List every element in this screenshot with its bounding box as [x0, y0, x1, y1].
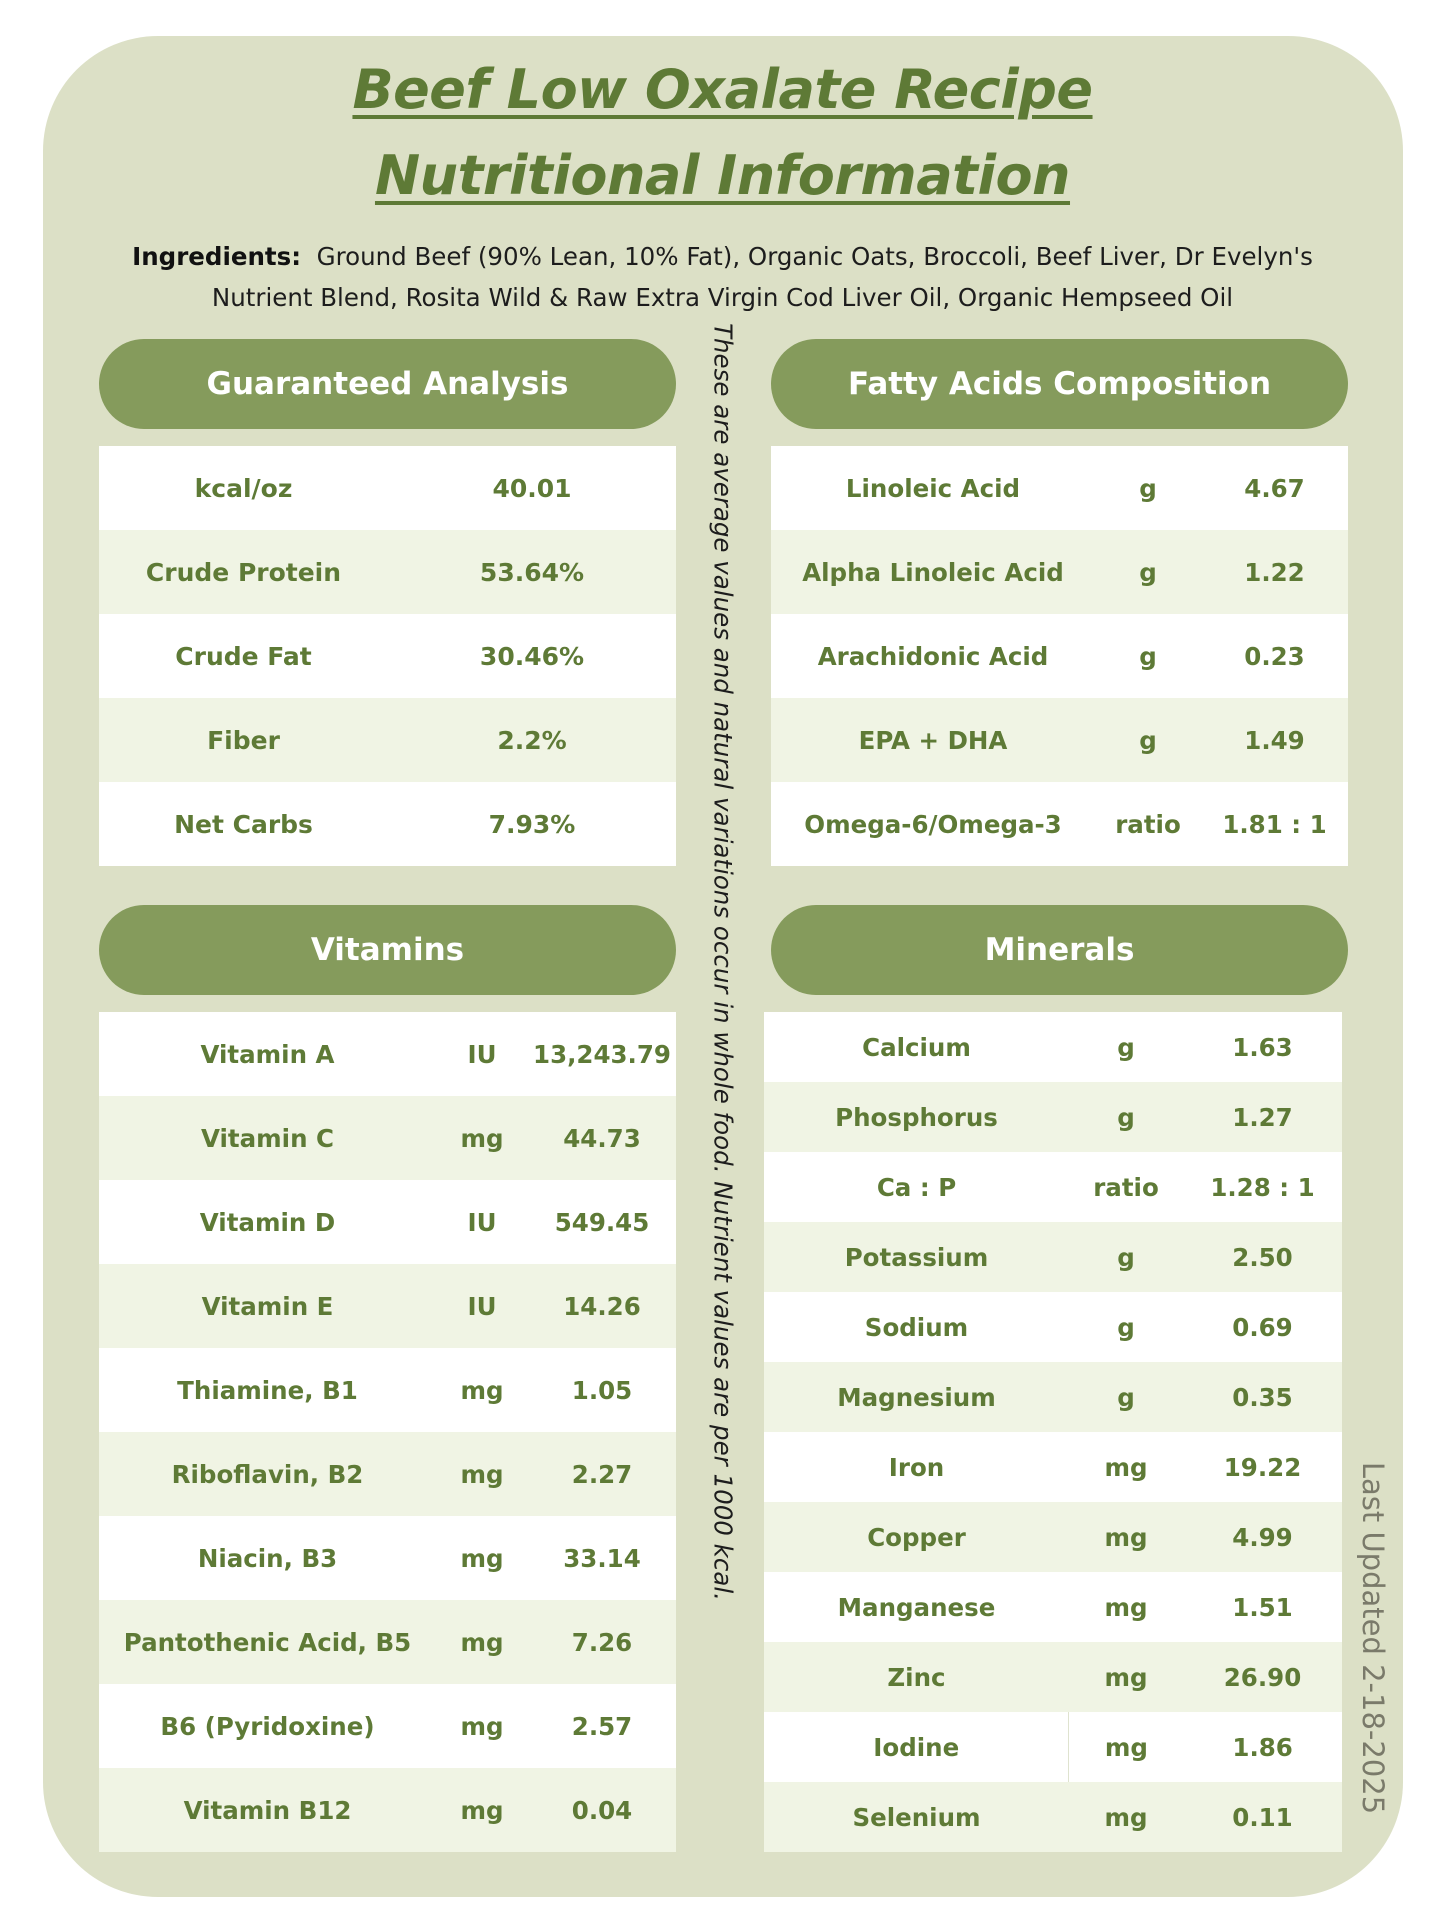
nutrient-value: 4.67: [1244, 473, 1305, 503]
nutrient-value: 40.01: [492, 473, 572, 503]
page-title-line1: Beef Low Oxalate Recipe: [352, 58, 1093, 121]
table-row: [771, 530, 1348, 614]
nutrient-value: 2.27: [571, 1459, 633, 1489]
nutrient-name: Ca : P: [876, 1172, 957, 1202]
nutrient-name: Iodine: [873, 1732, 960, 1762]
nutrient-value: 0.11: [1232, 1802, 1293, 1832]
nutrient-name: Riboflavin, B2: [171, 1459, 364, 1489]
table-row: [764, 1082, 1342, 1152]
nutrient-unit: g: [1117, 1102, 1135, 1132]
minerals-table: [764, 1012, 1342, 1852]
nutrient-name: Alpha Linoleic Acid: [802, 557, 1064, 587]
nutrient-name: Crude Fat: [175, 641, 312, 671]
table-row: [764, 1642, 1342, 1712]
table-row: [764, 1152, 1342, 1222]
nutrient-unit: g: [1117, 1382, 1135, 1412]
nutrient-value: 0.04: [571, 1795, 633, 1825]
nutrient-unit: mg: [1104, 1802, 1148, 1832]
nutrient-unit: IU: [467, 1207, 497, 1237]
nutrient-name: Omega-6/Omega-3: [804, 809, 1062, 839]
nutrient-value: 7.26: [571, 1627, 633, 1657]
nutrient-unit: g: [1139, 557, 1157, 587]
nutrient-value: 1.51: [1232, 1592, 1293, 1622]
nutrient-unit: g: [1139, 641, 1157, 671]
nutrient-value: 1.22: [1244, 557, 1305, 587]
nutrient-name: Vitamin A: [200, 1039, 335, 1069]
nutrient-unit: mg: [460, 1795, 504, 1825]
nutrient-value: 2.50: [1232, 1242, 1293, 1272]
table-row: [99, 1096, 676, 1180]
nutrient-name: Niacin, B3: [197, 1543, 338, 1573]
nutrient-name: Iron: [888, 1452, 945, 1482]
table-row: [99, 1264, 676, 1348]
nutrient-name: Vitamin B12: [183, 1795, 352, 1825]
nutrient-name: B6 (Pyridoxine): [160, 1711, 375, 1741]
nutrient-unit: mg: [1068, 1712, 1183, 1782]
nutrient-value: 53.64%: [479, 557, 585, 587]
nutrient-value: 1.49: [1244, 725, 1305, 755]
fatty-acids-table: [771, 446, 1348, 866]
nutrient-name: Fiber: [207, 725, 280, 755]
fatty-acids-header: Fatty Acids Composition: [771, 339, 1348, 429]
vitamins-header: Vitamins: [99, 905, 676, 995]
nutrient-value: 0.23: [1244, 641, 1305, 671]
table-row: [99, 614, 676, 698]
table-row: [99, 530, 676, 614]
nutrient-name: kcal/oz: [194, 473, 293, 503]
nutrient-value: 1.81 : 1: [1222, 809, 1327, 839]
nutrient-unit: g: [1117, 1242, 1135, 1272]
nutrient-value: 0.35: [1232, 1382, 1293, 1412]
nutrient-value: 549.45: [554, 1207, 650, 1237]
nutrient-value: 0.69: [1232, 1312, 1293, 1342]
table-row: [771, 782, 1348, 866]
average-values-note: These are average values and natural variations occur in whole food. Nutrient values are per 1000 kcal.: [708, 323, 738, 1601]
nutrient-name: Pantothenic Acid, B5: [123, 1627, 412, 1657]
nutrient-unit: ratio: [1093, 1172, 1159, 1202]
table-row: [771, 698, 1348, 782]
ingredients-label: Ingredients:: [132, 242, 302, 271]
nutrient-name: Sodium: [864, 1312, 969, 1342]
nutrient-name: Calcium: [862, 1032, 971, 1062]
minerals-header: Minerals: [771, 905, 1348, 995]
table-row: [99, 1600, 676, 1684]
nutrient-name: Manganese: [837, 1592, 996, 1622]
table-row: [99, 1012, 676, 1096]
nutrient-name: Copper: [867, 1522, 966, 1552]
nutrient-name: Crude Protein: [145, 557, 342, 587]
guaranteed-analysis-header: Guaranteed Analysis: [99, 339, 676, 429]
nutrient-unit: mg: [460, 1123, 504, 1153]
table-row: [771, 446, 1348, 530]
nutrient-value: 2.57: [571, 1711, 633, 1741]
nutrient-value: 14.26: [563, 1291, 641, 1321]
nutrient-value: 1.05: [571, 1375, 633, 1405]
nutrient-name: Thiamine, B1: [177, 1375, 358, 1405]
table-row: [764, 1432, 1342, 1502]
nutrient-unit: mg: [460, 1459, 504, 1489]
nutrient-value: 13,243.79: [533, 1039, 671, 1069]
table-row: [99, 1348, 676, 1432]
nutrient-value: 7.93%: [488, 809, 576, 839]
last-updated-label: Last Updated 2-18-2025: [1356, 1461, 1390, 1815]
nutrient-value: 1.86: [1232, 1732, 1293, 1762]
table-row: [99, 698, 676, 782]
nutrient-unit: g: [1117, 1032, 1135, 1062]
nutrient-unit: g: [1117, 1312, 1135, 1342]
table-row: [764, 1292, 1342, 1362]
nutrient-value: 4.99: [1232, 1522, 1293, 1552]
nutrient-value: 1.63: [1232, 1032, 1293, 1062]
table-row: [771, 614, 1348, 698]
table-row: [99, 1768, 676, 1852]
nutrient-unit: IU: [467, 1291, 497, 1321]
table-row: [99, 1516, 676, 1600]
nutrient-name: Magnesium: [837, 1382, 996, 1412]
vitamins-table: [99, 1012, 676, 1852]
page-title-line2: Nutritional Information: [374, 144, 1071, 207]
nutrient-name: Linoleic Acid: [845, 473, 1021, 503]
nutrient-value: 44.73: [563, 1123, 641, 1153]
nutrient-name: Arachidonic Acid: [817, 641, 1049, 671]
table-row: [99, 1432, 676, 1516]
table-row: [764, 1782, 1342, 1852]
nutrient-name: Phosphorus: [835, 1102, 998, 1132]
nutrient-name: Potassium: [844, 1242, 989, 1272]
nutrient-unit: IU: [467, 1039, 497, 1069]
nutrient-value: 19.22: [1223, 1452, 1302, 1482]
nutrient-unit: g: [1139, 473, 1157, 503]
nutrient-unit: ratio: [1115, 809, 1181, 839]
nutrient-unit: mg: [1104, 1592, 1148, 1622]
guaranteed-analysis-table: [99, 446, 676, 866]
nutrient-value: 2.2%: [497, 725, 567, 755]
table-row: [99, 446, 676, 530]
nutrient-unit: mg: [1104, 1522, 1148, 1552]
table-row: [764, 1222, 1342, 1292]
nutrient-value: 1.27: [1232, 1102, 1293, 1132]
table-row: [764, 1502, 1342, 1572]
nutrient-value: 30.46%: [479, 641, 585, 671]
nutrient-name: EPA + DHA: [858, 725, 1008, 755]
table-row: [99, 782, 676, 866]
nutrient-name: Net Carbs: [174, 809, 313, 839]
nutrient-value: 26.90: [1223, 1662, 1302, 1692]
nutrient-unit: g: [1139, 725, 1157, 755]
nutrient-unit: mg: [460, 1711, 504, 1741]
nutrient-name: Vitamin E: [201, 1291, 334, 1321]
table-row: [764, 1362, 1342, 1432]
table-row: [764, 1572, 1342, 1642]
nutrient-unit: mg: [460, 1375, 504, 1405]
table-row: [99, 1180, 676, 1264]
nutrient-value: 1.28 : 1: [1210, 1172, 1315, 1202]
nutrient-unit: mg: [460, 1543, 504, 1573]
nutrient-name: Vitamin C: [200, 1123, 335, 1153]
nutrient-unit: mg: [1104, 1452, 1148, 1482]
nutrient-name: Selenium: [852, 1802, 981, 1832]
table-row: [764, 1012, 1342, 1082]
nutrient-value: 33.14: [563, 1543, 641, 1573]
ingredients-list: Ground Beef (90% Lean, 10% Fat), Organic Oats, Broccoli, Beef Liver, Dr Evelyn's Nutrient Blend, Rosita Wild & Raw Extra Virgin Cod Liver Oil, Organic Hempseed Oil: [211, 242, 1313, 312]
table-row: [764, 1712, 1342, 1782]
nutrient-unit: mg: [460, 1627, 504, 1657]
table-row: [99, 1684, 676, 1768]
nutrient-name: Zinc: [887, 1662, 946, 1692]
nutrient-unit: mg: [1104, 1662, 1148, 1692]
nutrient-name: Vitamin D: [199, 1207, 336, 1237]
